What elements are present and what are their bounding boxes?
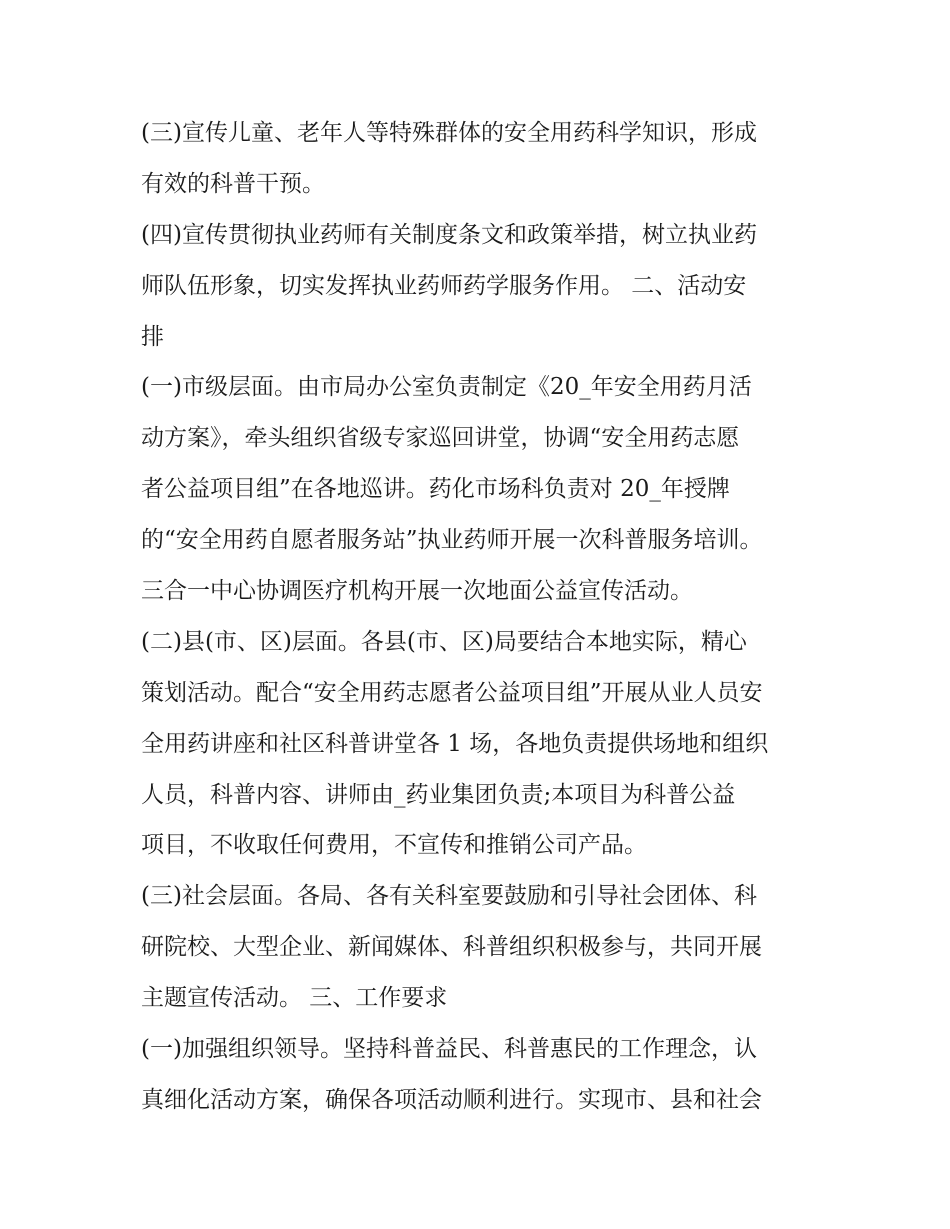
text-line: 主题宣传活动。 三、工作要求	[141, 985, 448, 1012]
text-line: (四)宣传贯彻执业药师有关制度条文和政策举措，树立执业药	[141, 221, 757, 248]
text-line: 真细化活动方案，确保各项活动顺利进行。实现市、县和社会	[141, 1086, 762, 1113]
text-line: 策划活动。配合“安全用药志愿者公益项目组”开展从业人员安	[141, 679, 763, 706]
text-line: (一)市级层面。由市局办公室负责制定《20_年安全用药月活	[141, 374, 752, 401]
text-line: (二)县(市、区)层面。各县(市、区)局要结合本地实际，精心	[141, 628, 747, 655]
text-line: 动方案》，牵头组织省级专家巡回讲堂，协调“安全用药志愿	[141, 425, 740, 452]
text-line: 者公益项目组”在各地巡讲。药化市场科负责对 20_年授牌	[141, 476, 730, 503]
text-line: 全用药讲座和社区科普讲堂各 1 场，各地负责提供场地和组织	[141, 730, 769, 757]
text-line: 有效的科普干预。	[141, 170, 325, 197]
text-line: 排	[141, 323, 164, 350]
text-line: (三)社会层面。各局、各有关科室要鼓励和引导社会团体、科	[141, 883, 757, 910]
text-line: 人员，科普内容、讲师由_药业集团负责;本项目为科普公益	[141, 781, 736, 808]
document-body	[141, 108, 821, 1126]
text-line: 三合一中心协调医疗机构开展一次地面公益宣传活动。	[141, 578, 693, 605]
text-line: 的“安全用药自愿者服务站”执业药师开展一次科普服务培训。	[141, 527, 763, 554]
text-line: 研院校、大型企业、新闻媒体、科普组织积极参与，共同开展	[141, 934, 762, 961]
text-line: (三)宣传儿童、老年人等特殊群体的安全用药科学知识，形成	[141, 120, 757, 146]
text-line: 师队伍形象，切实发挥执业药师药学服务作用。 二、活动安	[141, 272, 747, 299]
text-line: (一)加强组织领导。坚持科普益民、科普惠民的工作理念，认	[141, 1036, 757, 1063]
text-line: 项目，不收取任何费用，不宣传和推销公司产品。	[141, 832, 647, 859]
